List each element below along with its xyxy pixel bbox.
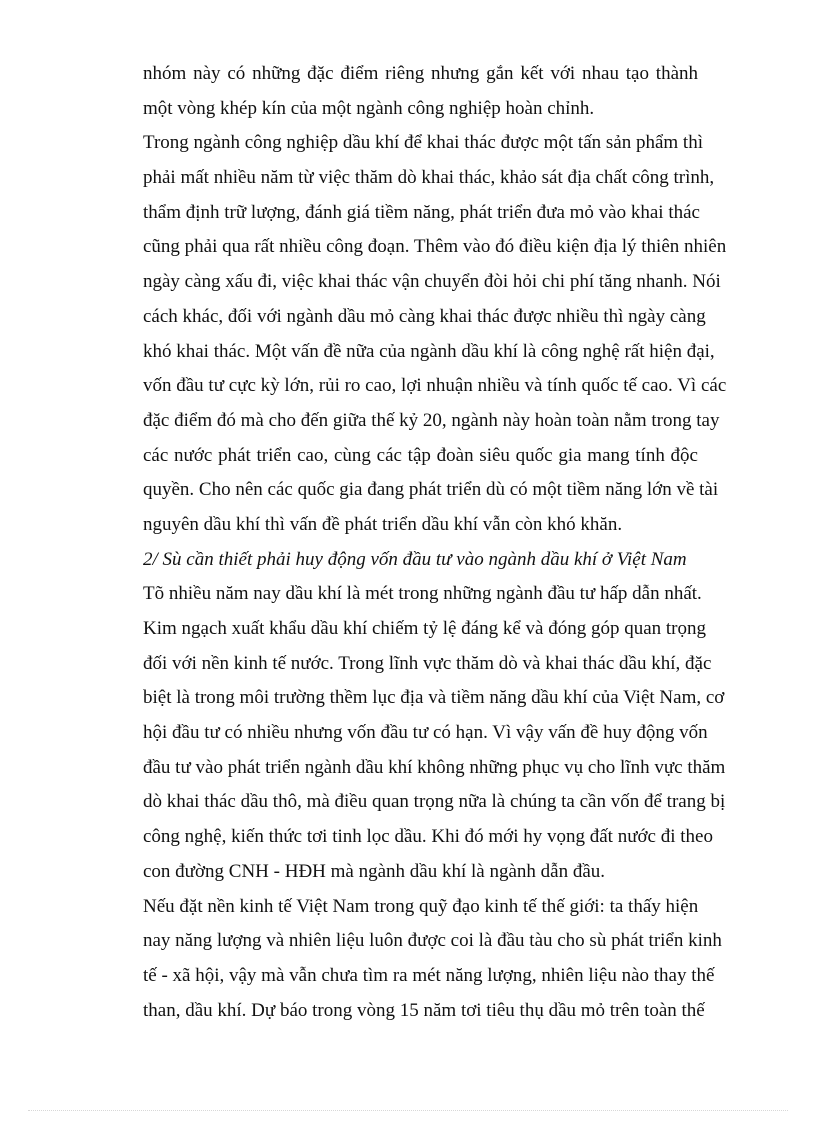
text-line: ngày càng xấu đi, việc khai thác vận chuyển đòi hỏi chi phí tăng nhanh. Nói: [143, 271, 721, 293]
text-line: tế - xã hội, vậy mà vẫn chưa tìm ra mét năng lượng, nhiên liệu nào thay thế: [143, 964, 715, 986]
text-line: phải mất nhiều năm từ việc thăm dò khai thác, khảo sát địa chất công trình,: [143, 167, 715, 189]
text-line: hội đầu tư có nhiều nhưng vốn đầu tư có hạn. Vì vậy vấn đề huy động vốn: [143, 722, 708, 744]
text-line: đầu tư vào phát triển ngành dầu khí không những phục vụ cho lĩnh vực thăm: [143, 756, 726, 778]
document-body: [143, 57, 727, 1028]
text-line: dò khai thác dầu thô, mà điều quan trọng nữa là chúng ta cần vốn để trang bị: [143, 791, 726, 813]
text-line: khó khai thác. Một vấn đề nữa của ngành dầu khí là công nghệ rất hiện đại,: [143, 340, 715, 362]
text-line: đối với nền kinh tế nước. Trong lĩnh vực thăm dò và khai thác dầu khí, đặc: [143, 652, 712, 674]
text-line: Kim ngạch xuất khẩu dầu khí chiếm tỷ lệ đáng kể và đóng góp quan trọng: [143, 618, 707, 639]
text-line: biệt là trong môi trường thềm lục địa và tiềm năng dầu khí của Việt Nam, cơ: [143, 687, 725, 709]
text-line: cũng phải qua rất nhiều công đoạn. Thêm vào đó điều kiện địa lý thiên nhiên: [143, 236, 727, 258]
text-line: một vòng khép kín của một ngành công nghiệp hoàn chỉnh.: [143, 97, 595, 119]
text-line: nguyên dầu khí thì vấn đề phát triển dầu khí vẫn còn khó khăn.: [143, 513, 623, 535]
page-bottom-divider: [28, 1110, 788, 1111]
text-line: cách khác, đối với ngành dầu mỏ càng khai thác được nhiều thì ngày càng: [143, 305, 706, 327]
text-line: Trong ngành công nghiệp dầu khí để khai thác được một tấn sản phẩm thì: [143, 132, 703, 154]
text-line: quyền. Cho nên các quốc gia đang phát triển dù có một tiềm năng lớn về tài: [143, 479, 719, 501]
text-line: nay năng lượng và nhiên liệu luôn được coi là đầu tàu cho sù phát triển kinh: [143, 930, 722, 952]
text-line: đặc điểm đó mà cho đến giữa thế kỷ 20, ngành này hoàn toàn nằm trong tay: [143, 409, 720, 431]
text-line: con đường CNH - HĐH mà ngành dầu khí là ngành dẫn đầu.: [143, 860, 606, 882]
text-line: nhóm này có những đặc điểm riêng nhưng gắn kết với nhau tạo thành: [143, 63, 698, 84]
text-line: Nếu đặt nền kinh tế Việt Nam trong quỹ đạo kinh tế thế giới: ta thấy hiện: [143, 895, 699, 917]
text-line: các nước phát triển cao, cùng các tập đoàn siêu quốc gia mang tính độc: [143, 444, 698, 466]
text-line: thẩm định trữ lượng, đánh giá tiềm năng, phát triển đưa mỏ vào khai thác: [143, 201, 700, 223]
text-line: Tõ nhiều năm nay dầu khí là mét trong những ngành đầu tư hấp dẫn nhất.: [143, 583, 702, 605]
text-line: vốn đầu tư cực kỳ lớn, rủi ro cao, lợi nhuận nhiều và tính quốc tế cao. Vì các: [143, 375, 727, 397]
text-line: công nghệ, kiến thức tơi tinh lọc dầu. Khi đó mới hy vọng đất nước đi theo: [143, 826, 713, 848]
text-line: than, dầu khí. Dự báo trong vòng 15 năm tơi tiêu thụ dầu mỏ trên toàn thế: [143, 999, 705, 1021]
section-heading: 2/ Sù cần thiết phải huy động vốn đầu tư vào ngành dầu khí ở Việt Nam: [143, 548, 687, 570]
